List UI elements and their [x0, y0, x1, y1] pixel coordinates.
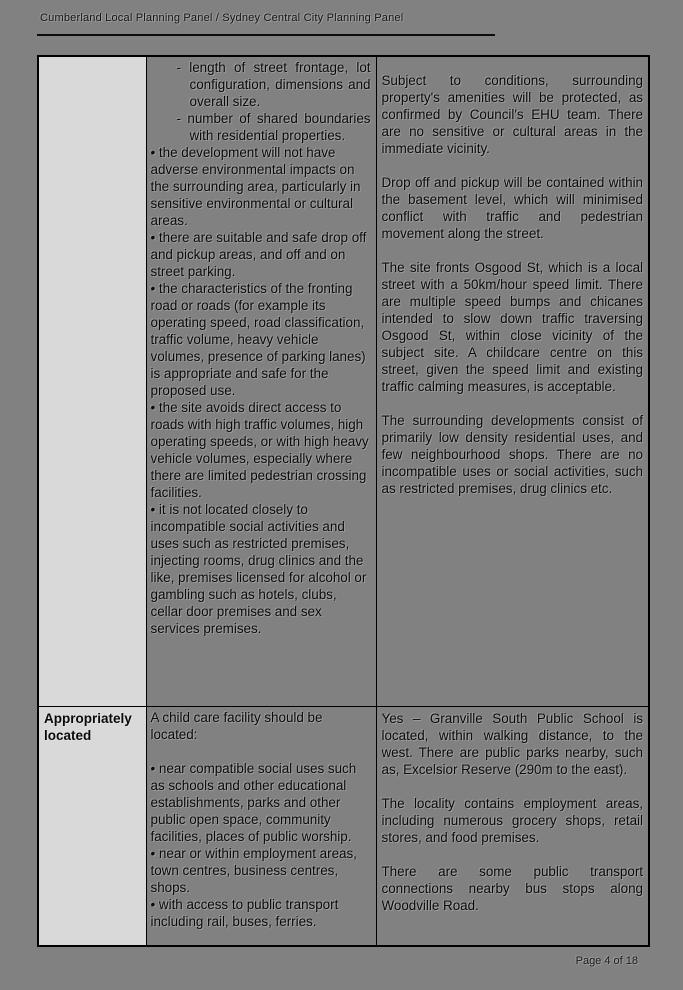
- bullet-item: • the site avoids direct access to roads with high traffic volumes, high operating speeds, or with high heavy vehicle volumes, especially where there are limited pedestrian crossing facilities.: [151, 399, 371, 501]
- comment-paragraph: Drop off and pickup will be contained within the basement level, which will minimised conflict with traffic and pedestrian movement along the street.: [381, 175, 643, 241]
- page-number: Page 4 of 18: [575, 955, 638, 967]
- bullet-item: • near or within employment areas, town centres, business centres, shops.: [151, 845, 371, 896]
- bullet-item: • with access to public transport including rail, buses, ferries.: [151, 896, 371, 930]
- header-rule: [37, 34, 495, 36]
- bullet-item: • near compatible social uses such as schools and other educational establishments, parks and other public open space, community facilities, places of public worship.: [151, 760, 371, 845]
- bullet-item: • the development will not have adverse environmental impacts on the surrounding area, particularly in sensitive environmental or cultural areas.: [151, 144, 371, 229]
- comment-cell: [376, 706, 649, 946]
- comment-paragraph: Subject to conditions, surrounding property's amenities will be protected, as confirmed by Council's EHU team. There are no sensitive or cultural areas in the immediate vicinity.: [381, 73, 643, 156]
- criteria-cell: [146, 56, 376, 706]
- comment-paragraphs: [382, 72, 644, 497]
- page-title: Cumberland Local Planning Panel / Sydney Central City Planning Panel: [40, 12, 404, 24]
- comment-paragraph: Yes – Granville South Public School is located, within walking distance, to the west. There are public parks nearby, such as, Excelsior Reserve (290m to the east).: [381, 710, 643, 777]
- row-label-cell: [38, 56, 146, 706]
- bullet-item: • it is not located closely to incompatible social activities and uses such as restricted premises, injecting rooms, drug clinics and the like, premises licensed for alcohol or gambling such as hotels, clubs, cellar door premises and sex services premises.: [151, 501, 371, 637]
- table-row: [38, 706, 649, 946]
- table-row: [38, 56, 649, 706]
- dash-item: - length of street frontage, lot configuration, dimensions and overall size.: [177, 59, 371, 110]
- comment-paragraph: The locality contains employment areas, including numerous grocery shops, retail stores, and food premises.: [381, 795, 643, 845]
- bullet-list: [151, 760, 371, 930]
- criteria-intro: A child care facility should be located:: [150, 709, 323, 742]
- bullet-item: • the characteristics of the fronting road or roads (for example its operating speed, road classification, traffic volume, heavy vehicle volumes, presence of parking lanes) is appropriate and safe for the proposed use.: [151, 280, 371, 399]
- assessment-table: [37, 55, 650, 947]
- row-label-cell: Appropriately located: [38, 706, 146, 946]
- criteria-cell: [146, 706, 376, 946]
- comment-paragraphs: [382, 710, 644, 914]
- bullet-item: • there are suitable and safe drop off and pickup areas, and off and on street parking.: [151, 229, 371, 280]
- comment-paragraph: The surrounding developments consist of primarily low density residential uses, and few neighbourhood shops. There are no incompatible uses or social activities, such as restricted premises, drug clinics etc.: [381, 413, 643, 496]
- dash-list: [177, 59, 371, 144]
- comment-paragraph: The site fronts Osgood St, which is a local street with a 50km/hour speed limit. There are multiple speed bumps and chicanes intended to slow down traffic traversing Osgood St, within close vicinity of the subject site. A childcare centre on this street, given the speed limit and existing traffic calming measures, is acceptable.: [381, 260, 643, 394]
- dash-item: - number of shared boundaries with residential properties.: [177, 110, 371, 144]
- comment-paragraph: There are some public transport connections nearby bus stops along Woodville Road.: [381, 863, 643, 913]
- comment-cell: [376, 56, 649, 706]
- bullet-list: [151, 144, 371, 637]
